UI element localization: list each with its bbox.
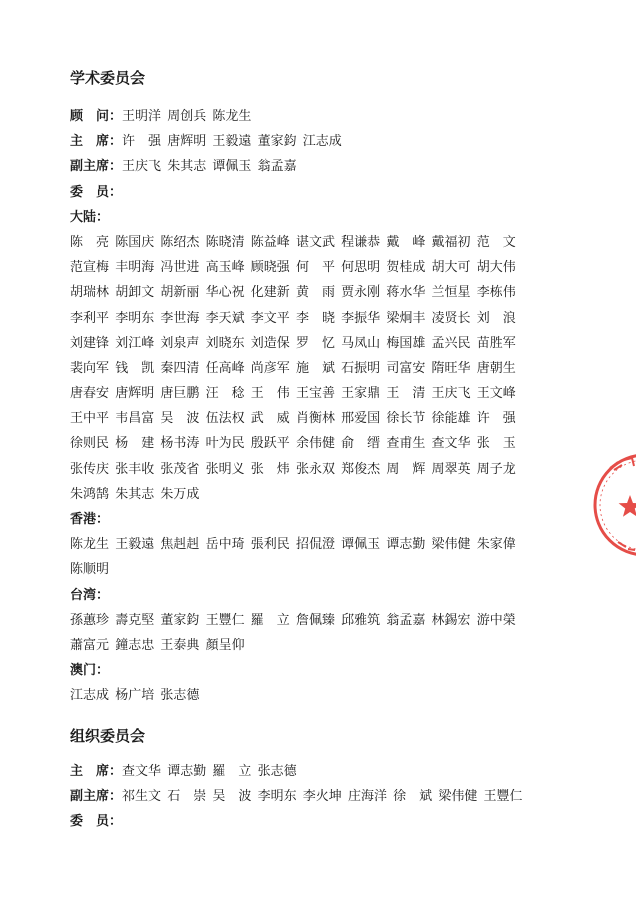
member-name: 李明东 <box>257 789 297 805</box>
member-name: 蒋水华 <box>386 285 426 301</box>
member-name: 李世海 <box>160 310 200 326</box>
member-name: 王豐仁 <box>205 612 245 628</box>
member-name: 秦四清 <box>160 360 200 376</box>
member-name: 梁伟健 <box>431 537 471 553</box>
member-name: 顾晓强 <box>250 260 290 276</box>
member-name: 李振华 <box>341 310 381 326</box>
member-name: 张丰收 <box>115 461 155 477</box>
academic-chairs-row <box>70 129 516 154</box>
member-name: 唐朝生 <box>476 360 516 376</box>
member-name: 裴向军 <box>70 360 110 376</box>
member-name: 王文峰 <box>476 386 516 402</box>
member-name: 董家鈞 <box>160 612 200 628</box>
region-member-grid <box>70 683 516 708</box>
member-name: 邢爱国 <box>341 411 381 427</box>
member-name: 张志德 <box>257 764 297 779</box>
member-name: 马凤山 <box>341 335 381 351</box>
member-name: 王宝善 <box>295 386 335 402</box>
member-name: 戴福初 <box>431 234 471 250</box>
advisors-names <box>122 104 258 129</box>
member-name: 朱鸿鹄 <box>70 486 110 502</box>
member-name: 何思明 <box>341 260 381 276</box>
member-name: 梁炯丰 <box>386 310 426 326</box>
member-name: 朱万成 <box>160 486 200 502</box>
member-name: 叶为民 <box>205 436 245 452</box>
member-name: 王庆飞 <box>122 159 162 175</box>
member-name: 周翠英 <box>431 461 471 477</box>
member-name: 朱其志 <box>167 159 207 175</box>
academic-committee-title: 学术委员会 <box>70 69 146 87</box>
member-name: 胡瑞林 <box>70 285 110 301</box>
member-name: 查甫生 <box>386 436 426 452</box>
members-label: 委 员： <box>70 184 123 200</box>
member-name: 李文平 <box>250 310 290 326</box>
member-name: 陈晓清 <box>205 234 245 250</box>
member-name: 周 辉 <box>386 461 426 477</box>
member-name: 张 炜 <box>250 461 290 477</box>
member-name: 王 伟 <box>250 386 290 402</box>
member-name: 程谦恭 <box>341 234 381 250</box>
member-name: 冯世进 <box>160 260 200 276</box>
member-name: 司富安 <box>386 360 426 376</box>
academic-members-row <box>70 180 516 205</box>
chairs-label: 主 席： <box>70 764 123 779</box>
member-name: 王家鼎 <box>341 386 381 402</box>
member-name: 张志德 <box>160 688 200 704</box>
member-name: 罗 忆 <box>295 335 335 351</box>
member-name: 隋旺华 <box>431 360 471 376</box>
member-name: 顏呈仰 <box>205 637 245 653</box>
member-name: 李利平 <box>70 310 110 326</box>
member-name: 陈顺明 <box>70 562 110 578</box>
member-name: 石振明 <box>341 360 381 376</box>
vice-chairs-label: 副主席： <box>70 159 123 175</box>
member-name: 高玉峰 <box>205 260 245 276</box>
chairs-label: 主 席： <box>70 134 123 150</box>
member-name: 焦赳赳 <box>160 537 200 553</box>
member-name: 蕭富元 <box>70 637 110 653</box>
member-name: 翁孟嘉 <box>257 159 297 175</box>
member-name: 刘晓东 <box>205 335 245 351</box>
member-name: 查文华 <box>122 764 162 779</box>
member-name: 尚彦军 <box>250 360 290 376</box>
vice-chairs-label: 副主席： <box>70 789 123 805</box>
member-name: 吴 波 <box>160 411 200 427</box>
member-name: 杨书涛 <box>160 436 200 452</box>
region-label: 香港： <box>70 512 110 527</box>
member-name: 李火坤 <box>302 789 342 805</box>
member-name: 江志成 <box>302 134 342 150</box>
organizing-chairs-row <box>70 759 529 784</box>
member-name: 戴 峰 <box>386 234 426 250</box>
member-name: 贺桂成 <box>386 260 426 276</box>
member-name: 许 强 <box>476 411 516 427</box>
member-name: 陈益峰 <box>250 234 290 250</box>
member-name: 谭佩玉 <box>212 159 252 175</box>
member-name: 殷跃平 <box>250 436 290 452</box>
member-name: 贾永刚 <box>341 285 381 301</box>
member-name: 祁生文 <box>122 789 162 805</box>
member-name: 凌贤长 <box>431 310 471 326</box>
member-name: 吴 波 <box>212 789 252 805</box>
member-name: 杨 建 <box>115 436 155 452</box>
member-name: 范宣梅 <box>70 260 110 276</box>
member-name: 谭佩玉 <box>341 537 381 553</box>
member-name: 詹佩臻 <box>295 612 335 628</box>
member-name: 谭志勤 <box>386 537 426 553</box>
member-name: 张传庆 <box>70 461 110 477</box>
member-name: 王庆飞 <box>431 386 471 402</box>
member-name: 韦昌富 <box>115 411 155 427</box>
region-label: 澳门： <box>70 663 110 679</box>
organizing-members-row <box>70 809 529 834</box>
organizing-vice-chairs-row <box>70 784 529 809</box>
member-name: 徐 斌 <box>393 789 433 805</box>
member-name: 汪 稔 <box>205 386 245 402</box>
member-name: 刘建锋 <box>70 335 110 351</box>
member-name: 梁伟健 <box>438 789 478 805</box>
member-name: 王 清 <box>386 386 426 402</box>
academic-vice-chairs-row <box>70 154 516 179</box>
member-name: 江志成 <box>70 688 110 704</box>
member-name: 刘 浪 <box>476 310 516 326</box>
red-seal-stamp-icon <box>588 448 636 562</box>
region-label: 台湾： <box>70 587 110 603</box>
region-member-grid <box>70 230 516 507</box>
member-name: 朱家偉 <box>476 537 516 553</box>
member-name: 谌文武 <box>295 234 335 250</box>
member-name: 俞 缙 <box>341 436 381 452</box>
organizing-committee-section <box>70 724 529 835</box>
member-name: 邱雅筑 <box>341 612 381 628</box>
member-name: 董家鈞 <box>257 134 297 150</box>
advisors-label: 顾 问： <box>70 109 123 124</box>
vice-chairs-names <box>122 154 303 179</box>
member-name: 孫蕙珍 <box>70 612 110 628</box>
member-name: 陈国庆 <box>115 234 155 250</box>
member-name: 鐘志忠 <box>115 637 155 653</box>
member-name: 郑俊杰 <box>341 461 381 477</box>
member-name: 刘造保 <box>250 335 290 351</box>
member-name: 王豐仁 <box>483 789 523 805</box>
member-name: 李明东 <box>115 310 155 326</box>
member-name: 张明义 <box>205 461 245 477</box>
member-name: 張利民 <box>250 537 290 553</box>
chairs-names <box>122 129 348 154</box>
member-name: 伍法权 <box>205 411 245 427</box>
member-name: 徐则民 <box>70 436 110 452</box>
member-name: 陈绍杰 <box>160 234 200 250</box>
member-name: 刘江峰 <box>115 335 155 351</box>
member-name: 陈龙生 <box>212 109 252 124</box>
member-name: 许 强 <box>122 134 162 150</box>
region-member-grid <box>70 608 516 658</box>
member-region-lists <box>70 205 516 709</box>
member-name: 范 文 <box>476 234 516 250</box>
member-name: 陈 亮 <box>70 234 110 250</box>
member-name: 唐辉明 <box>167 134 207 150</box>
member-name: 武 威 <box>250 411 290 427</box>
member-name: 胡新丽 <box>160 285 200 301</box>
member-name: 唐春安 <box>70 386 110 402</box>
member-name: 林錫宏 <box>431 612 471 628</box>
member-name: 张 玉 <box>476 436 516 452</box>
member-name: 胡大伟 <box>476 260 516 276</box>
member-name: 朱其志 <box>115 486 155 502</box>
member-name: 游中榮 <box>476 612 516 628</box>
member-name: 唐巨鹏 <box>160 386 200 402</box>
member-name: 周子龙 <box>476 461 516 477</box>
member-name: 谭志勤 <box>167 764 207 779</box>
member-name: 化建新 <box>250 285 290 301</box>
member-name: 王明洋 <box>122 109 162 124</box>
member-name: 华心祝 <box>205 285 245 301</box>
member-name: 石 崇 <box>167 789 207 805</box>
member-name: 梅国雄 <box>386 335 426 351</box>
member-name: 徐能雄 <box>431 411 471 427</box>
member-name: 王毅遠 <box>115 537 155 553</box>
member-name: 陈龙生 <box>70 537 110 553</box>
member-name: 肖衡林 <box>295 411 335 427</box>
member-name: 羅 立 <box>212 764 252 779</box>
member-name: 何 平 <box>295 260 335 276</box>
member-name: 胡卸文 <box>115 285 155 301</box>
member-name: 壽克堅 <box>115 612 155 628</box>
member-name: 兰恒星 <box>431 285 471 301</box>
member-name: 王毅遠 <box>212 134 252 150</box>
member-name: 招侃澄 <box>295 537 335 553</box>
member-name: 黄 雨 <box>295 285 335 301</box>
member-name: 张永双 <box>295 461 335 477</box>
member-name: 丰明海 <box>115 260 155 276</box>
academic-committee-section <box>70 66 516 709</box>
members-label: 委 员： <box>70 814 123 830</box>
member-name: 李栋伟 <box>476 285 516 301</box>
organizing-committee-title: 组织委员会 <box>70 727 146 745</box>
member-name: 唐辉明 <box>115 386 155 402</box>
member-name: 王中平 <box>70 411 110 427</box>
member-name: 余伟健 <box>295 436 335 452</box>
member-name: 查文华 <box>431 436 471 452</box>
member-name: 羅 立 <box>250 612 290 628</box>
member-name: 徐长节 <box>386 411 426 427</box>
member-name: 李天斌 <box>205 310 245 326</box>
member-name: 任高峰 <box>205 360 245 376</box>
member-name: 胡大可 <box>431 260 471 276</box>
member-name: 王泰典 <box>160 637 200 653</box>
region-label: 大陆： <box>70 209 110 225</box>
member-name: 岳中琦 <box>205 537 245 553</box>
academic-advisors-row <box>70 104 516 129</box>
member-name: 张茂省 <box>160 461 200 477</box>
member-name: 施 斌 <box>295 360 335 376</box>
member-name: 孟兴民 <box>431 335 471 351</box>
member-name: 杨广培 <box>115 688 155 704</box>
seal-star-icon <box>619 495 636 517</box>
region-member-grid <box>70 532 516 582</box>
member-name: 李 晓 <box>295 310 335 326</box>
chairs-names <box>122 759 303 784</box>
member-name: 刘泉声 <box>160 335 200 351</box>
member-name: 周创兵 <box>167 109 207 124</box>
vice-chairs-names <box>122 784 529 809</box>
member-name: 庄海洋 <box>347 789 387 805</box>
member-name: 钱 凯 <box>115 360 155 376</box>
member-name: 苗胜军 <box>476 335 516 351</box>
member-name: 翁孟嘉 <box>386 612 426 628</box>
